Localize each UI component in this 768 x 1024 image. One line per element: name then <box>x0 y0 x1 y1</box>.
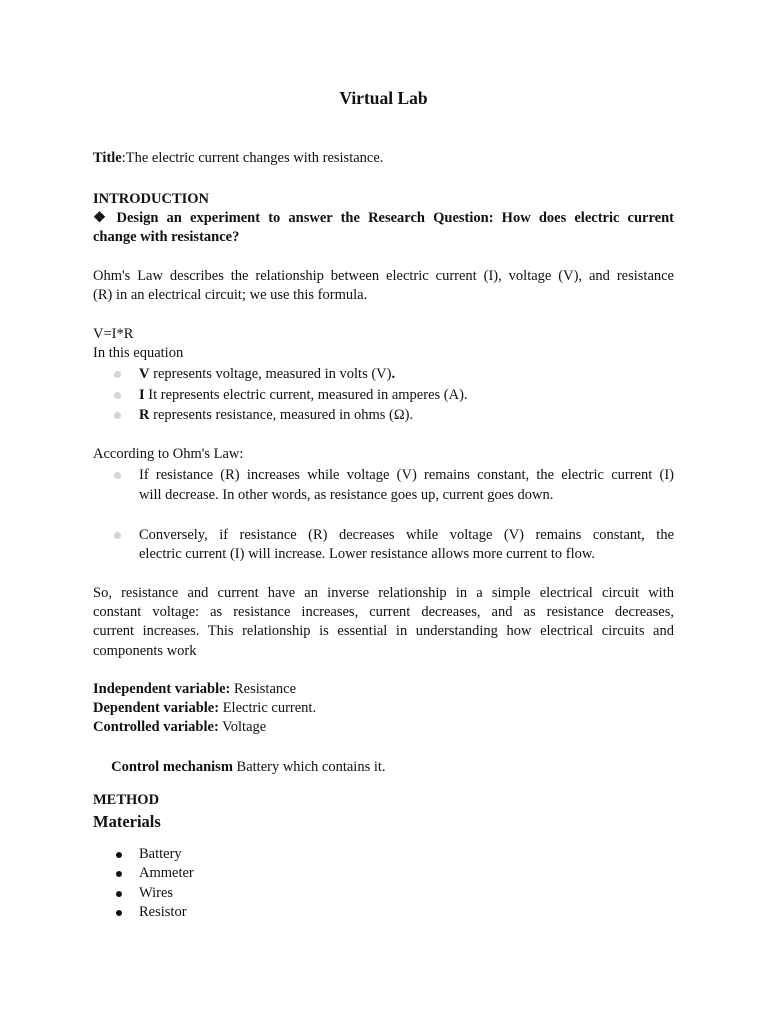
definition-text: represents resistance, measured in ohms (Ω). <box>149 407 414 423</box>
materials-heading: Materials <box>93 812 161 831</box>
variable-label: Control mechanism <box>107 758 233 775</box>
method-heading: METHOD <box>93 792 160 808</box>
definition-text: It represents electric current, measured in amperes (A). <box>144 387 468 403</box>
material-label: Ammeter <box>139 865 194 881</box>
bullet-icon <box>116 891 122 897</box>
according-heading: According to Ohm's Law: <box>93 446 244 462</box>
variable-label: Independent variable: <box>93 681 231 697</box>
law-point-line-1: Conversely, if resistance (R) decreases while voltage (V) remains constant, the <box>139 527 674 543</box>
research-question-line-1 <box>93 209 674 229</box>
law-point-line-1: If resistance (R) increases while voltage (V) remains constant, the electric current (I) <box>139 467 674 483</box>
summary-line-3: current increases. This relationship is essential in understanding how electrical circuits and <box>93 623 674 639</box>
title-label: Title <box>93 150 122 166</box>
summary-line-4: components work <box>93 643 197 659</box>
definition-text: represents voltage, measured in volts (V) <box>149 366 392 382</box>
variable-value: Voltage <box>218 719 267 735</box>
summary-line-2: constant voltage: as resistance increases, current decreases, and as resistance decreases, <box>93 604 674 620</box>
title-line <box>93 149 674 169</box>
variable-label: Dependent variable: <box>93 700 220 716</box>
diamond-bullet-icon: ❖ <box>93 210 111 226</box>
bullet-icon <box>114 371 121 378</box>
variable-dependent <box>93 699 674 719</box>
definition-suffix: . <box>391 366 396 382</box>
bullet-icon <box>116 871 122 877</box>
bullet-icon <box>114 472 121 479</box>
bullet-icon <box>114 392 121 399</box>
formula: V=I*R <box>93 326 134 342</box>
ohms-law-paragraph-line-2: (R) in an electrical circuit; we use this formula. <box>93 287 368 303</box>
definition-symbol: V <box>139 366 150 382</box>
research-question-text-1: Design an experiment to answer the Research Question: How does electric current <box>116 210 674 226</box>
bullet-icon <box>116 910 122 916</box>
bullet-icon <box>114 532 121 539</box>
material-label: Resistor <box>139 904 187 920</box>
bullet-icon <box>114 412 121 419</box>
law-point-line-2: will decrease. In other words, as resistance goes up, current goes down. <box>139 487 554 503</box>
material-label: Wires <box>139 885 174 901</box>
introduction-heading: INTRODUCTION <box>93 191 210 207</box>
definition-symbol: R <box>139 407 150 423</box>
variable-label: Controlled variable: <box>93 719 219 735</box>
equation-intro: In this equation <box>93 345 184 361</box>
variable-controlled <box>93 718 674 738</box>
definition-symbol: I <box>139 387 145 403</box>
variable-value: Electric current. <box>219 700 317 716</box>
summary-line-1: So, resistance and current have an inverse relationship in a simple electrical circuit with <box>93 585 674 601</box>
variable-control-mechanism <box>93 738 674 797</box>
bullet-icon <box>116 852 122 858</box>
variable-value: Resistance <box>230 681 297 697</box>
ohms-law-paragraph-line-1: Ohm's Law describes the relationship between electric current (I), voltage (V), and resistance <box>93 268 674 284</box>
law-point-line-2: electric current (I) will increase. Lower resistance allows more current to flow. <box>139 546 596 562</box>
research-question-line-2: change with resistance? <box>93 229 240 245</box>
variable-value: Battery which contains it. <box>232 758 386 775</box>
page-title: Virtual Lab <box>339 88 428 108</box>
material-label: Battery <box>139 846 182 862</box>
title-text: :The electric current changes with resistance. <box>121 150 384 166</box>
variable-independent <box>93 680 674 700</box>
